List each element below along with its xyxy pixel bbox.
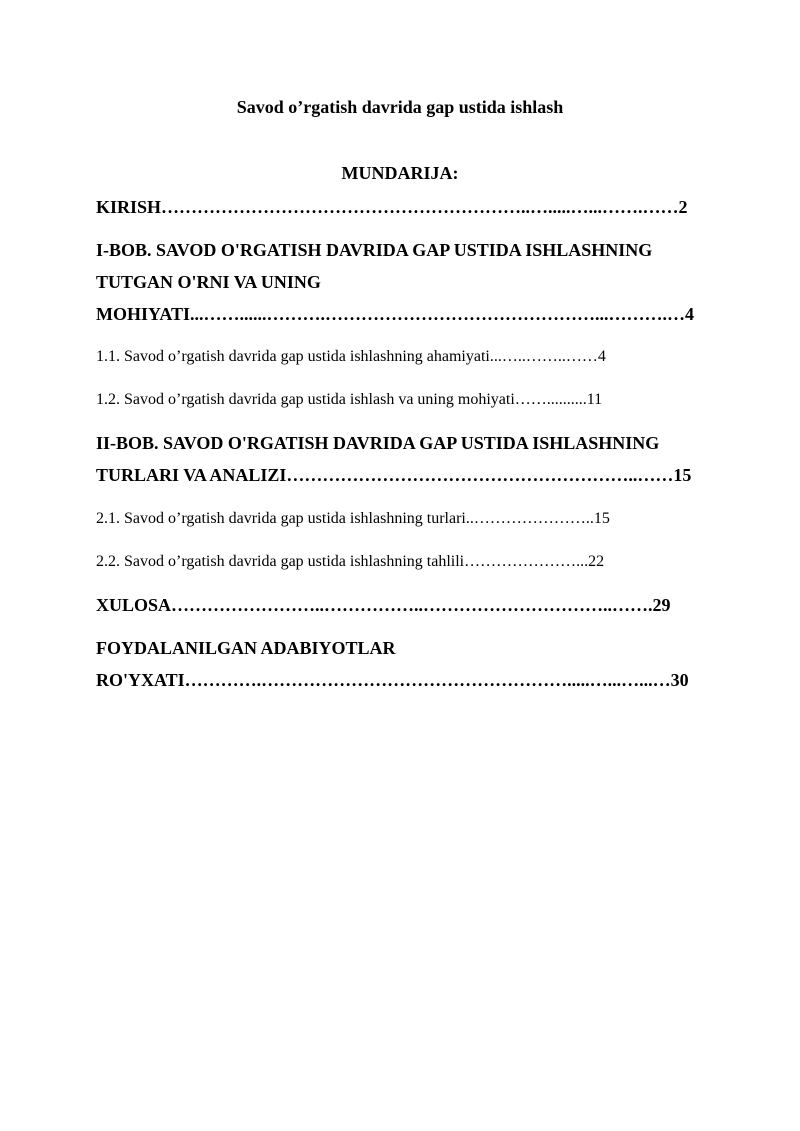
toc-entry-references-line-2: RO'YXATI………….…………………………………………….....…...…...…30	[96, 670, 689, 690]
toc-entry-chapter-1-line-2: TUTGAN O'RNI VA UNING	[96, 272, 321, 292]
toc-entry-section-2-2: 2.2. Savod o’rgatish davrida gap ustida ishlashning tahlili…………………...22	[96, 553, 605, 570]
toc-entry-chapter-2-line-1: II-BOB. SAVOD O'RGATISH DAVRIDA GAP USTIDA ISHLASHNING	[96, 433, 660, 453]
toc-heading: MUNDARIJA:	[341, 163, 459, 183]
toc-entry-section-1-2: 1.2. Savod o’rgatish davrida gap ustida ishlash va uning mohiyati……..........11	[96, 391, 603, 408]
toc-entry-xulosa: XULOSA……………………..……………..…………………………..…….29	[96, 595, 671, 615]
toc-entry-chapter-1-line-1: I-BOB. SAVOD O'RGATISH DAVRIDA GAP USTIDA ISHLASHNING	[96, 240, 653, 260]
toc-entry-section-2-1: 2.1. Savod o’rgatish davrida gap ustida ishlashning turlari..…………………..15	[96, 510, 610, 527]
toc-entry-kirish: KIRISH……………………………………………………..….....…...…….……2	[96, 197, 688, 217]
toc-entry-references-line-1: FOYDALANILGAN ADABIYOTLAR	[96, 638, 396, 658]
toc-entry-section-1-1: 1.1. Savod o’rgatish davrida gap ustida ishlashning ahamiyati...…..……..……4	[96, 348, 606, 365]
toc-entry-chapter-1-line-3: MOHIYATI...……......……….………………………………………...……….…4	[96, 304, 695, 324]
toc-entry-chapter-2-line-2: TURLARI VA ANALIZI…………………………………………………..……15	[96, 465, 692, 485]
document-title: Savod o’rgatish davrida gap ustida ishlash	[236, 97, 564, 117]
